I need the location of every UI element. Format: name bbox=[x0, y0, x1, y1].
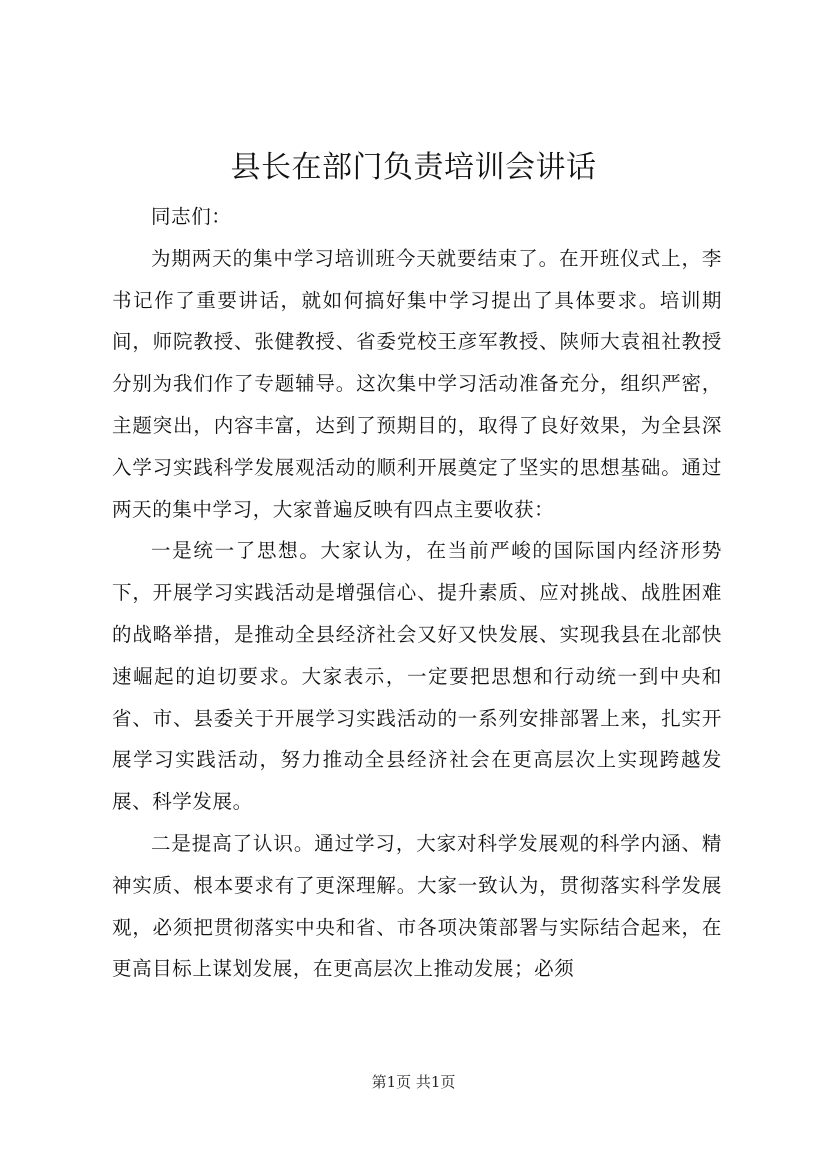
point-one-paragraph: 一是统一了思想。大家认为，在当前严峻的国际国内经济形势下，开展学习实践活动是增强信心、提升素质、应对挑战、战胜困难的战略举措，是推动全县经济社会又好又快发展、实现我县在北部快速崛起的迫切要求。大家表示，一定要把思想和行动统一到中央和省、市、县委关于开展学习实践活动的一系列安排部署上来，扎实开展学习实践活动，努力推动全县经济社会在更高层次上实现跨越发展、科学发展。 bbox=[112, 539, 722, 814]
document-body bbox=[112, 196, 722, 990]
salutation-paragraph: 同志们： bbox=[151, 205, 232, 228]
page-number-label: 第1页 共1页 bbox=[371, 1073, 456, 1091]
point-two-paragraph: 二是提高了认识。通过学习，大家对科学发展观的科学内涵、精神实质、根本要求有了更深理解。大家一致认为，贯彻落实科学发展观，必须把贯彻落实中央和省、市各项决策部署与实际结合起来，在更高目标上谋划发展，在更高层次上推动发展；必须 bbox=[112, 831, 722, 981]
intro-paragraph: 为期两天的集中学习培训班今天就要结束了。在开班仪式上，李书记作了重要讲话，就如何搞好集中学习提出了具体要求。培训期间，师院教授、张健教授、省委党校王彦军教授、陕师大袁祖社教授分别为我们作了专题辅导。这次集中学习活动准备充分，组织严密，主题突出，内容丰富，达到了预期目的，取得了良好效果，为全县深入学习实践科学发展观活动的顺利开展奠定了坚实的思想基础。通过两天的集中学习，大家普遍反映有四点主要收获： bbox=[112, 246, 722, 521]
document-title: 县长在部门负责培训会讲话 bbox=[230, 150, 597, 185]
page-footer bbox=[0, 1072, 827, 1092]
